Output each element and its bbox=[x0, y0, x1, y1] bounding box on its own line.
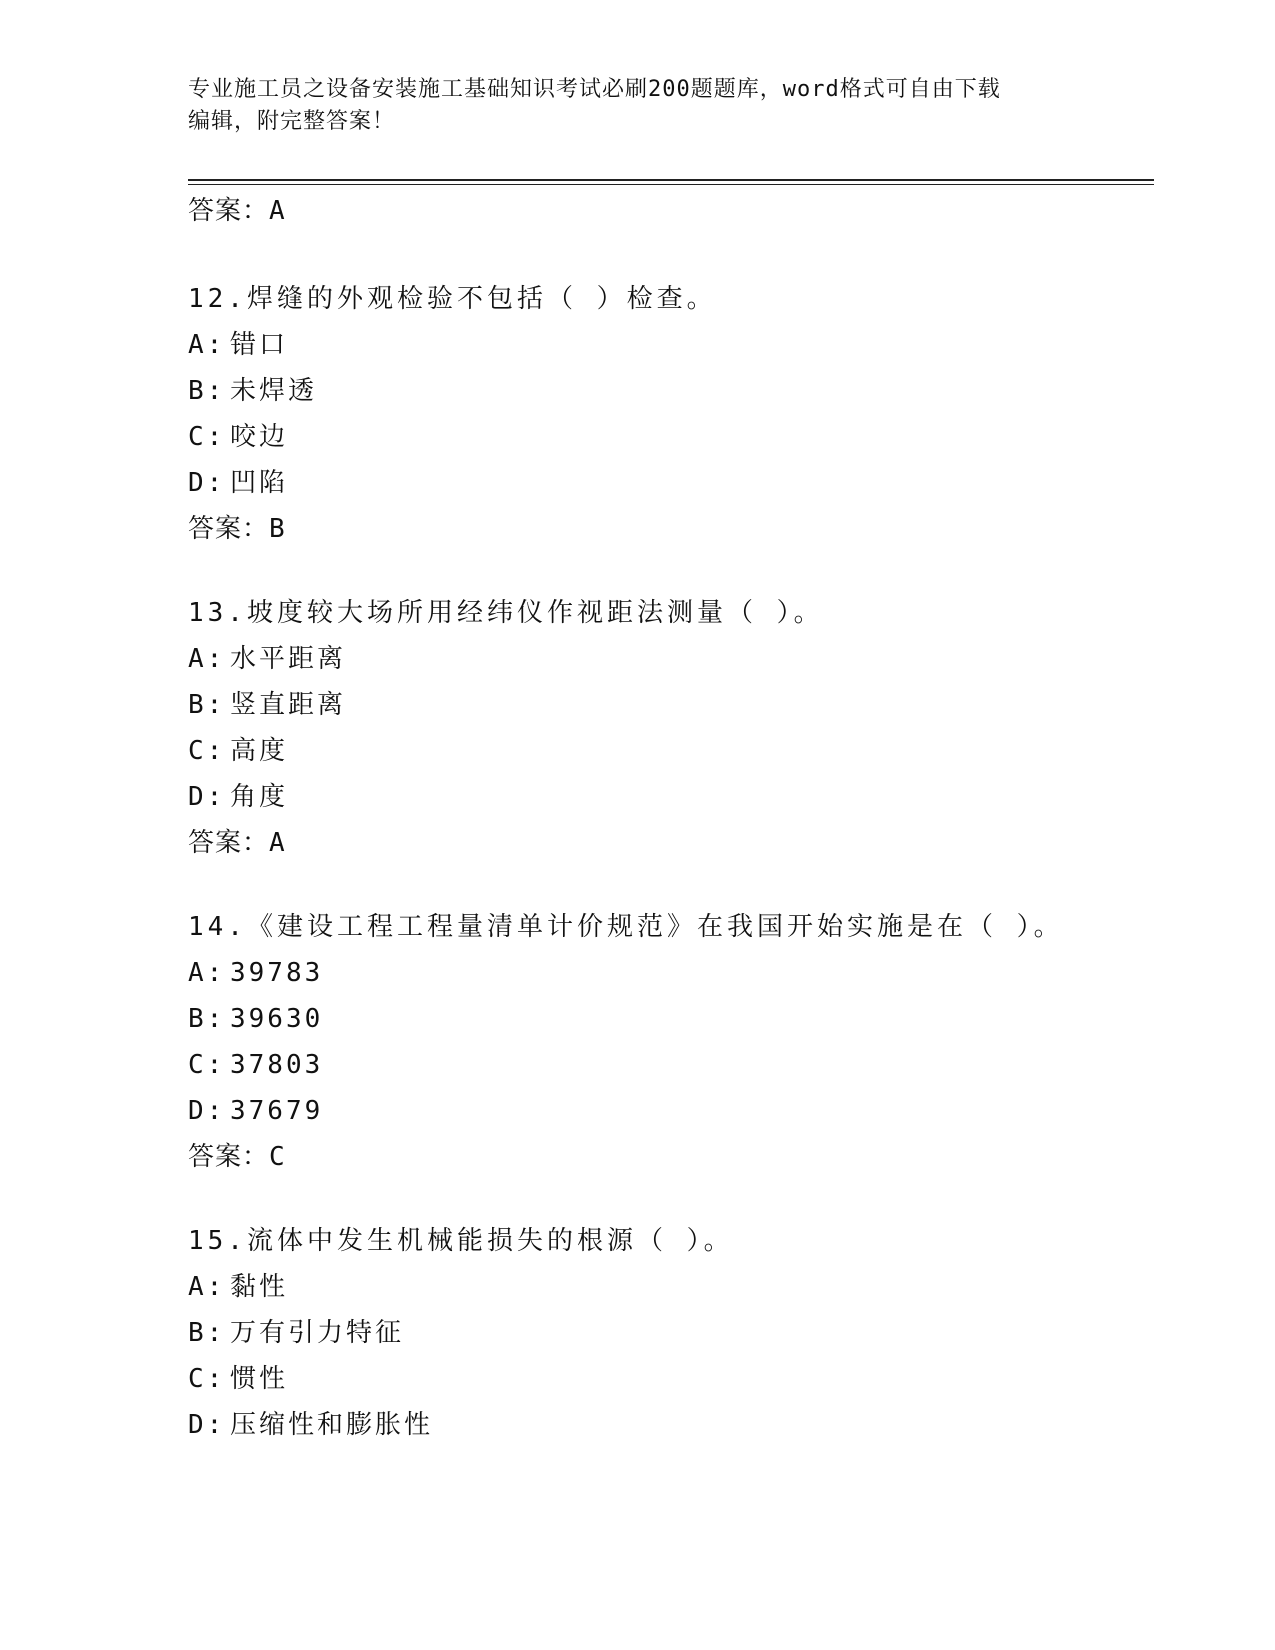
question-stem: 12.焊缝的外观检验不包括（ ）检查。 bbox=[188, 284, 717, 314]
option-label: B: bbox=[188, 1004, 226, 1034]
option-b bbox=[188, 1002, 1148, 1048]
option-d bbox=[188, 466, 1148, 512]
option-label: D: bbox=[188, 468, 226, 498]
question-stem: 14.《建设工程工程量清单计价规范》在我国开始实施是在（ ）。 bbox=[188, 912, 1064, 942]
question-stem: 15.流体中发生机械能损失的根源（ ）。 bbox=[188, 1226, 734, 1256]
option-label: C: bbox=[188, 1364, 226, 1394]
option-label: C: bbox=[188, 422, 226, 452]
option-c bbox=[188, 1362, 1148, 1408]
option-c bbox=[188, 734, 1148, 780]
option-label: C: bbox=[188, 736, 226, 766]
option-text: 39783 bbox=[230, 958, 324, 988]
option-c bbox=[188, 1048, 1148, 1094]
option-text: 角度 bbox=[230, 782, 289, 812]
document-header bbox=[188, 74, 1088, 138]
header-line-1: 专业施工员之设备安装施工基础知识考试必刷200题题库，word格式可自由下载 bbox=[188, 77, 1001, 102]
option-label: C: bbox=[188, 1050, 226, 1080]
option-label: A: bbox=[188, 1272, 226, 1302]
option-text: 竖直距离 bbox=[230, 690, 347, 720]
option-b bbox=[188, 1316, 1148, 1362]
option-text: 37803 bbox=[230, 1050, 324, 1080]
option-b bbox=[188, 374, 1148, 420]
option-label: B: bbox=[188, 376, 226, 406]
option-text: 黏性 bbox=[230, 1272, 289, 1302]
option-label: D: bbox=[188, 1410, 226, 1440]
header-divider-thin bbox=[188, 184, 1154, 185]
previous-answer: 答案：A bbox=[188, 196, 286, 226]
option-d bbox=[188, 1094, 1148, 1140]
option-label: A: bbox=[188, 330, 226, 360]
question-stem: 13.坡度较大场所用经纬仪作视距法测量（ ）。 bbox=[188, 598, 824, 628]
question-12 bbox=[188, 282, 1148, 558]
option-text: 压缩性和膨胀性 bbox=[230, 1410, 434, 1440]
option-label: D: bbox=[188, 1096, 226, 1126]
option-text: 凹陷 bbox=[230, 468, 289, 498]
header-divider-thick bbox=[188, 179, 1154, 181]
question-14 bbox=[188, 910, 1148, 1186]
option-a bbox=[188, 642, 1148, 688]
header-line-2: 编辑，附完整答案！ bbox=[188, 109, 396, 134]
option-text: 水平距离 bbox=[230, 644, 347, 674]
option-a bbox=[188, 328, 1148, 374]
option-d bbox=[188, 1408, 1148, 1454]
answer: 答案：A bbox=[188, 828, 286, 858]
option-a bbox=[188, 1270, 1148, 1316]
question-15 bbox=[188, 1224, 1148, 1454]
option-label: B: bbox=[188, 1318, 226, 1348]
option-label: A: bbox=[188, 958, 226, 988]
option-text: 万有引力特征 bbox=[230, 1318, 405, 1348]
option-a bbox=[188, 956, 1148, 1002]
option-label: B: bbox=[188, 690, 226, 720]
option-text: 高度 bbox=[230, 736, 289, 766]
option-text: 未焊透 bbox=[230, 376, 318, 406]
answer: 答案：B bbox=[188, 514, 286, 544]
option-text: 惯性 bbox=[230, 1364, 289, 1394]
option-text: 39630 bbox=[230, 1004, 324, 1034]
option-text: 错口 bbox=[230, 330, 289, 360]
option-c bbox=[188, 420, 1148, 466]
option-label: A: bbox=[188, 644, 226, 674]
option-text: 咬边 bbox=[230, 422, 289, 452]
option-label: D: bbox=[188, 782, 226, 812]
answer: 答案：C bbox=[188, 1142, 286, 1172]
question-13 bbox=[188, 596, 1148, 872]
option-b bbox=[188, 688, 1148, 734]
option-d bbox=[188, 780, 1148, 826]
option-text: 37679 bbox=[230, 1096, 324, 1126]
